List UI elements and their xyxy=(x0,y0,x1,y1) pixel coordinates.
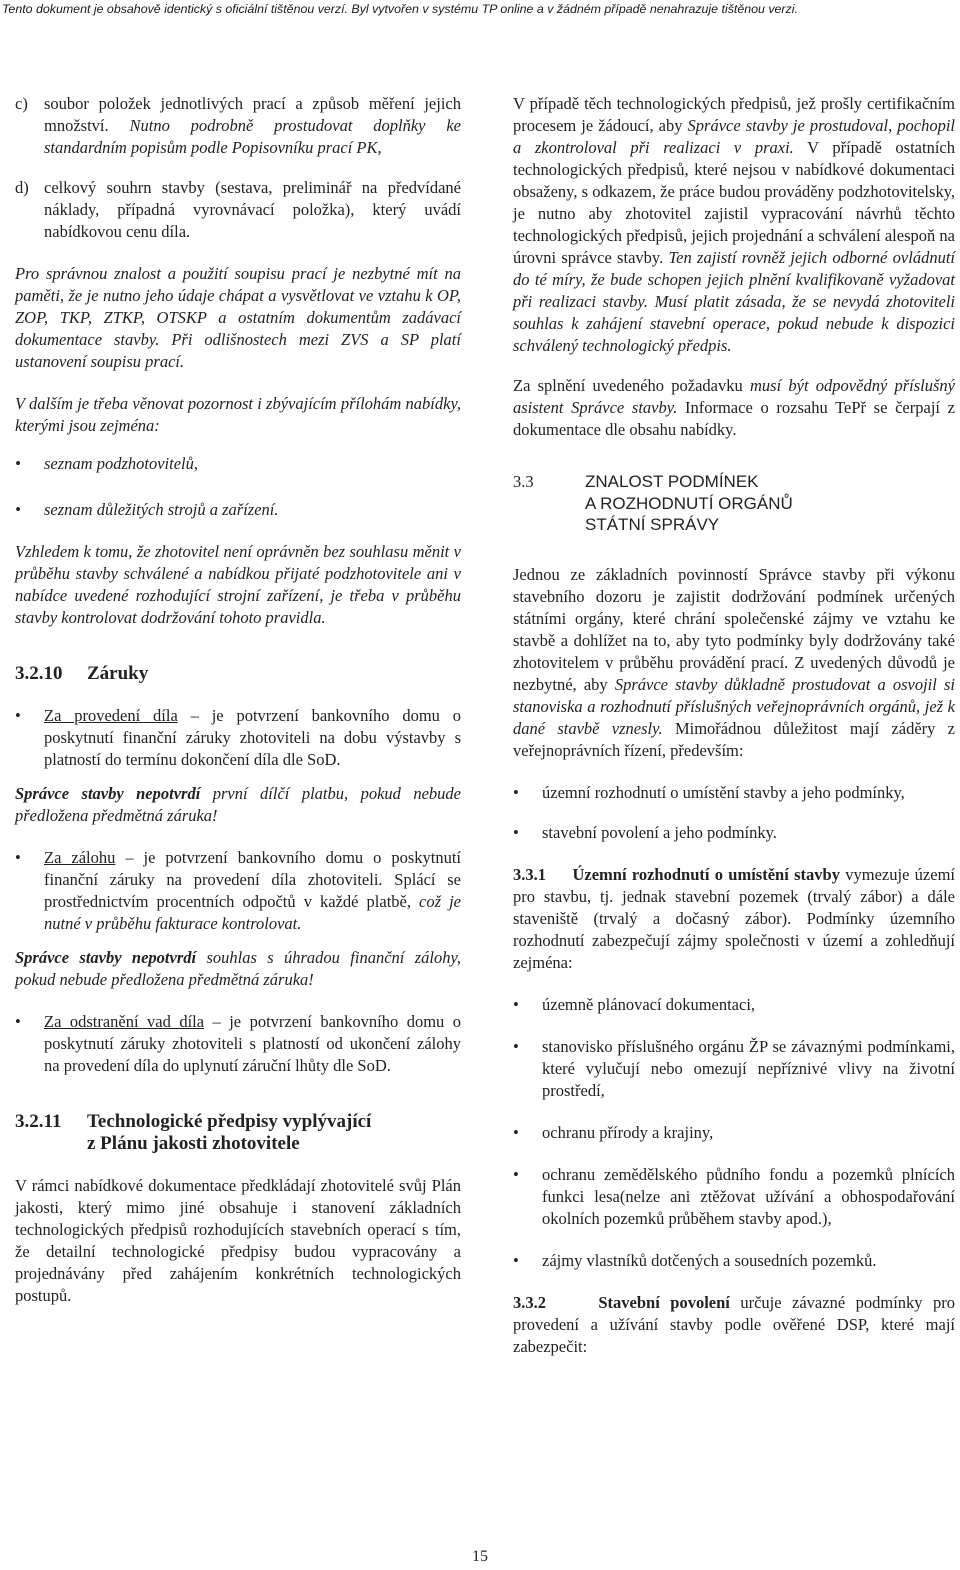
bullet-icon: • xyxy=(513,782,519,802)
section-heading-3-2-11: 3.2.11 Technologické předpisy vyplývající z Plánu jakosti zhotovitele xyxy=(15,1111,372,1154)
paragraph-soupis-praci: Pro správnou znalost a použití soupisu prací je nezbytné mít na paměti, že je nutno jeho údaje chápat a vysvětlovat ve vztahu k OP, ZOP, TKP, ZTKP, OTSKP a ostatním dokumentům zadávací dokumentace stavby. Při odlišnostech mezi ZVS a SP platí ustanovení soupisu prací. xyxy=(15,264,461,371)
bullet-icon: • xyxy=(513,1036,519,1056)
guarantee-list-2 xyxy=(15,847,461,935)
bullet-icon: • xyxy=(513,822,519,842)
paragraph-prilohy: V dalším je třeba věnovat pozornost i zbývajícím přílohám nabídky, kterými jsou zejména: xyxy=(15,394,461,435)
left-column xyxy=(15,93,461,1307)
list-item: • Za zálohu – je potvrzení bankovního domu o poskytnutí finanční záruky na provedení díla zhotoviteli. Splácí se prostřednictvím procentních odpočtů v každé platbě, což je nutné v průběhu fakturace kontrolovat. xyxy=(15,848,462,933)
list-item-c: c) soubor položek jednotlivých prací a způsob měření jejich množství. Nutno podrobně prostudovat doplňky ke standardním popisům podle Popisovníku prací PK, xyxy=(15,94,461,157)
section-heading-3-2-10: 3.2.10 Záruky xyxy=(15,663,149,684)
list-item: • seznam podzhotovitelů, xyxy=(15,454,198,473)
paragraph-splneni-pozadavku: Za splnění uvedeného požadavku musí být odpovědný příslušný asistent Správce stavby. Informace o rozsahu TePř se čerpají z dokumentace dle obsahu nabídky. xyxy=(513,376,956,439)
paragraph-podzhotovitele: Vzhledem k tomu, že zhotovitel není oprávněn bez souhlasu měnit v průběhu stavby schválené a nabídkou přijaté podzhotovitele ani v nabídce uvedené rozhodující strojní zařízení, je třeba v průběhu stavby kontrolovat dodržování tohoto pravidla. xyxy=(15,542,461,627)
list-label-d: d) xyxy=(15,178,29,197)
term-provedeni-dila: Za provedení díla xyxy=(44,706,178,725)
bullet-icon: • xyxy=(15,1012,21,1031)
guarantee-list-1 xyxy=(15,705,461,771)
bullet-icon: • xyxy=(15,848,21,867)
list-item: • ochranu zemědělského půdního fondu a pozemků plnících funkci lesa(nelze ani ztěžovat užívání a obhospodařování okolních pozemků průběhem stavby apod.), xyxy=(513,1164,955,1228)
list-item: • seznam důležitých strojů a zařízení. xyxy=(15,500,279,519)
list-item: • územní rozhodnutí o umístění stavby a jeho podmínky, xyxy=(513,782,905,802)
document-disclaimer-banner: Tento dokument je obsahově identický s oficiální tištěnou verzí. Byl vytvořen v systému TP online a v žádném případě nenahrazuje tištěnou verzi. xyxy=(2,2,798,16)
paragraph-znalost-podminek: Jednou ze základních povinností Správce stavby při výkonu stavebního dozoru je zajistit dodržování podmínek určených státními orgány, které chrání společenské zájmy ve vztahu ke stavbě a dohlížet na to, aby tyto podmínky byly dodržovány také zhotovitelem v průběhu provádění prací. Z uvedených důvodů je nezbytné, aby Správce stavby důkladně prostudovat a osvojil si stanoviska a rozhodnutí příslušných veřejnoprávních orgánů, jež k dané stavbě vznesly. Mimořádnou důležitost mají záděry z veřejnoprávních řízení, především: xyxy=(513,564,956,760)
paragraph-plan-jakosti: V rámci nabídkové dokumentace předkládají zhotovitelé svůj Plán jakosti, který mimo jiné obsahuje i stanovení základních technologických předpisů rozhodujících stavebních operací s tím, že detailní technologické předpisy budou vypracovány a projednávány před zahájením konkrétních technologických postupů. xyxy=(15,1176,461,1305)
bullet-icon: • xyxy=(15,454,21,473)
list-item: • stavební povolení a jeho podmínky. xyxy=(513,822,777,842)
zoning-criteria-list xyxy=(513,994,955,1272)
list-item: • územně plánovací dokumentaci, xyxy=(513,994,756,1014)
list-item-d: d) celkový souhrn stavby (sestava, preliminář na předvídané náklady, případná vyrovnávací položka), který uvádí nabídkovou cenu díla. xyxy=(15,178,461,241)
decisions-list xyxy=(513,782,955,844)
term-zaloha: Za zálohu xyxy=(44,848,116,867)
list-item: • Za odstranění vad díla – je potvrzení bankovního domu o poskytnutí záruky zhotoviteli s platností od ukončení zálohy na provedení díla do uplynutí záruční lhůty dle SoD. xyxy=(15,1012,461,1075)
attachments-list xyxy=(15,453,461,521)
bullet-icon: • xyxy=(513,1250,519,1270)
section-heading-3-3: 3.3 ZNALOST PODMÍNEK A ROZHODNUTÍ ORGÁNŮ STÁTNÍ SPRÁVY xyxy=(513,472,793,534)
list-item: • Za provedení díla – je potvrzení bankovního domu o poskytnutí finanční záruky zhotoviteli na dobu výstavby s platností do termínu dokončení díla dle SoD. xyxy=(15,706,462,769)
note-guarantee-2: Správce stavby nepotvrdí souhlas s úhradou finanční zálohy, pokud nebude předložena předmětná záruka! xyxy=(15,948,462,989)
section-3-3-1: 3.3.1 Územní rozhodnutí o umístění stavby vymezuje území pro stavbu, tj. jednak stavební pozemek (trvalý zábor) a dále staveniště (trvalý a dočasný zábor). Podmínky územního rozhodnutí zabezpečují zájmy společnosti v území a zohledňují zejména: xyxy=(513,864,955,972)
guarantee-list-3 xyxy=(15,1011,461,1077)
bullet-icon: • xyxy=(513,1164,519,1184)
heading-3-3-1: 3.3.1 Územní rozhodnutí o umístění stavby xyxy=(513,864,840,884)
bullet-icon: • xyxy=(513,994,519,1014)
page-number: 15 xyxy=(472,1548,488,1565)
list-item: • ochranu přírody a krajiny, xyxy=(513,1122,714,1142)
paragraph-technologicke-predpisy: V případě těch technologických předpisů, jež prošly certifikačním procesem je žádoucí, aby Správce stavby je prostudoval, pochopil a zkontroloval při realizaci v praxi. V případě ostatních technologických předpisů, které nejsou v nabídkové dokumentaci obsaženy, s odkazem, že práce budou prováděny podzhotovitelsky, je nutno aby zhotovitel zajistil vypracování návrhů těchto technologických předpisů, jejich projednání a schválení alespoň na úrovni správce stavby. Ten zajistí rovněž jejich odborné ovládnutí do té míry, že bude schopen jejich plnění kvalifikovaně vyžadovat při realizaci stavby. Musí platit zásada, že se nevydá zhotoviteli souhlas k zahájení stavební operace, pokud nebude k dispozici schválený technologický předpis. xyxy=(513,94,955,355)
list-item: • zájmy vlastníků dotčených a sousedních pozemků. xyxy=(513,1250,877,1270)
bullet-icon: • xyxy=(513,1122,519,1142)
list-item: • stanovisko příslušného orgánu ŽP se závaznými podmínkami, které vylučují nebo omezují nepříznivé vlivy na životní prostředí, xyxy=(513,1036,955,1100)
list-label-c: c) xyxy=(15,94,28,113)
section-3-3-2: 3.3.2 Stavební povolení určuje závazné podmínky pro provedení a užívání stavby podle ověřené DSP, které mají zabezpečit: xyxy=(513,1292,956,1356)
note-guarantee-1: Správce stavby nepotvrdí první dílčí platbu, pokud nebude předložena předmětná záruka! xyxy=(15,784,462,825)
bullet-icon: • xyxy=(15,706,21,725)
right-column xyxy=(513,93,955,1358)
bullet-icon: • xyxy=(15,500,21,519)
heading-3-3-2: 3.3.2 Stavební povolení xyxy=(513,1292,730,1312)
term-odstraneni-vad: Za odstranění vad díla xyxy=(44,1012,205,1031)
